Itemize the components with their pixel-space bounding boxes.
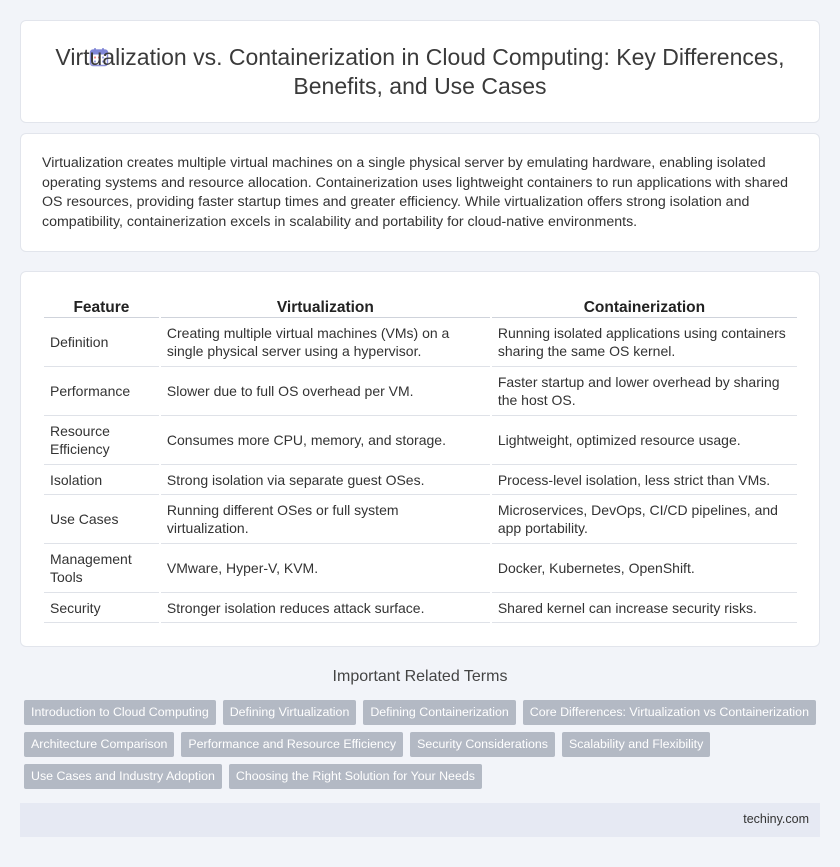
page-title: Virtualization vs. Containerization in Cloud Computing: Key Differences, Benefits, and Use Cases xyxy=(55,44,785,99)
tag-link[interactable]: Defining Virtualization xyxy=(223,700,357,725)
feature-cell: Isolation xyxy=(44,465,159,495)
tag-link[interactable]: Choosing the Right Solution for Your Needs xyxy=(229,764,482,789)
containerization-cell: Microservices, DevOps, CI/CD pipelines, and app portability. xyxy=(492,495,797,544)
related-terms-heading: Important Related Terms xyxy=(332,668,508,685)
virtualization-cell: Strong isolation via separate guest OSes. xyxy=(161,465,490,495)
title-card xyxy=(20,20,820,123)
table-row xyxy=(44,367,797,416)
virtualization-cell: Creating multiple virtual machines (VMs) on a single physical server using a hypervisor. xyxy=(161,318,490,367)
containerization-cell: Docker, Kubernetes, OpenShift. xyxy=(492,544,797,593)
comparison-card xyxy=(20,271,820,647)
feature-cell: Resource Efficiency xyxy=(44,416,159,465)
containerization-cell: Running isolated applications using containers sharing the same OS kernel. xyxy=(492,318,797,367)
intro-card xyxy=(20,133,820,252)
footer-bar xyxy=(20,803,820,837)
footer-site-link[interactable]: techiny.com xyxy=(743,812,809,826)
tag-link[interactable]: Core Differences: Virtualization vs Containerization xyxy=(523,700,816,725)
tag-row xyxy=(24,732,824,764)
containerization-cell: Faster startup and lower overhead by sharing the host OS. xyxy=(492,367,797,416)
table-header-row xyxy=(44,296,797,318)
tag-link[interactable]: Introduction to Cloud Computing xyxy=(24,700,216,725)
table-row xyxy=(44,593,797,623)
tag-link[interactable]: Architecture Comparison xyxy=(24,732,174,757)
table-row xyxy=(44,495,797,544)
feature-cell: Security xyxy=(44,593,159,623)
virtualization-cell: VMware, Hyper-V, KVM. xyxy=(161,544,490,593)
containerization-cell: Lightweight, optimized resource usage. xyxy=(492,416,797,465)
containerization-cell: Shared kernel can increase security risks. xyxy=(492,593,797,623)
related-terms-tags xyxy=(24,700,824,796)
table-row xyxy=(44,416,797,465)
virtualization-cell: Stronger isolation reduces attack surface. xyxy=(161,593,490,623)
tag-link[interactable]: Scalability and Flexibility xyxy=(562,732,710,757)
header-feature: Feature xyxy=(44,296,159,318)
tag-link[interactable]: Performance and Resource Efficiency xyxy=(181,732,403,757)
intro-paragraph: Virtualization creates multiple virtual machines on a single physical server by emulating hardware, enabling isolated operating systems and resource allocation. Containerization uses lightweight containers to run applications with shared OS resources, providing faster startup times and greater efficiency. While virtualization offers strong isolation and compatibility, containerization excels in scalability and portability for cloud-native environments. xyxy=(42,155,789,230)
table-row xyxy=(44,465,797,495)
feature-cell: Management Tools xyxy=(44,544,159,593)
feature-cell: Definition xyxy=(44,318,159,367)
virtualization-cell: Slower due to full OS overhead per VM. xyxy=(161,367,490,416)
comparison-table xyxy=(42,296,799,623)
tag-link[interactable]: Defining Containerization xyxy=(363,700,515,725)
feature-cell: Performance xyxy=(44,367,159,416)
feature-cell: Use Cases xyxy=(44,495,159,544)
tag-row xyxy=(24,764,824,796)
header-virtualization: Virtualization xyxy=(161,296,490,318)
containerization-cell: Process-level isolation, less strict than VMs. xyxy=(492,465,797,495)
tag-link[interactable]: Use Cases and Industry Adoption xyxy=(24,764,222,789)
table-row xyxy=(44,318,797,367)
virtualization-cell: Consumes more CPU, memory, and storage. xyxy=(161,416,490,465)
virtualization-cell: Running different OSes or full system virtualization. xyxy=(161,495,490,544)
tag-row xyxy=(24,700,824,732)
tag-link[interactable]: Security Considerations xyxy=(410,732,555,757)
table-row xyxy=(44,544,797,593)
header-containerization: Containerization xyxy=(492,296,797,318)
